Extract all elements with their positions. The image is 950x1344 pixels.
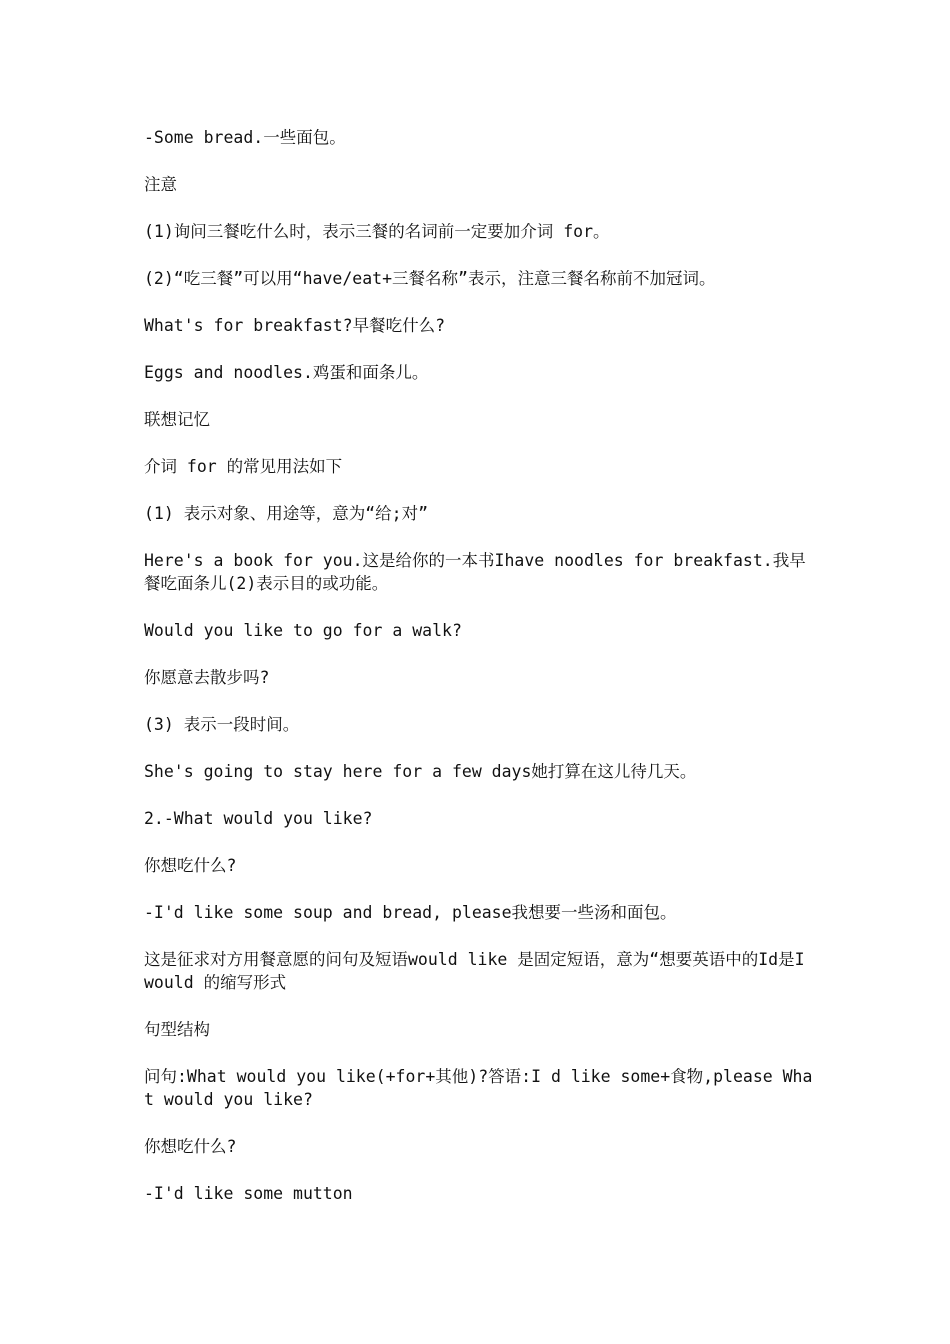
paragraph: 这是征求对方用餐意愿的问句及短语would like 是固定短语，意为“想要英语中的Id是I would 的缩写形式	[144, 950, 815, 992]
section-heading: 句型结构	[144, 1020, 210, 1039]
paragraph: 2.-What would you like?	[144, 809, 373, 828]
paragraph: (3) 表示一段时间。	[144, 715, 300, 734]
paragraph: Would you like to go for a walk?	[144, 621, 462, 640]
paragraph: (2)“吃三餐”可以用“have/eat+三餐名称”表示，注意三餐名称前不加冠词。	[144, 269, 716, 288]
section-heading: 联想记忆	[144, 410, 210, 429]
paragraph: What's for breakfast?早餐吃什么?	[144, 316, 446, 335]
paragraph: -I'd like some soup and bread, please我想要一些汤和面包。	[144, 903, 677, 922]
paragraph: 介词 for 的常见用法如下	[144, 457, 343, 476]
paragraph: -Some bread.一些面包。	[144, 128, 346, 147]
paragraph: -I'd like some mutton	[144, 1184, 353, 1203]
paragraph: 问句:What would you like(+for+其他)?答语:I d like some+食物,please What would you like?	[144, 1067, 813, 1109]
paragraph: 你愿意去散步吗?	[144, 668, 270, 687]
paragraph: (1) 表示对象、用途等，意为“给;对”	[144, 504, 429, 523]
paragraph: Eggs and noodles.鸡蛋和面条儿。	[144, 363, 429, 382]
paragraph: Here's a book for you.这是给你的一本书Ihave noodles for breakfast.我早餐吃面条儿(2)表示目的或功能。	[144, 551, 806, 593]
paragraph: 你想吃什么?	[144, 1137, 237, 1156]
paragraph: (1)询问三餐吃什么时，表示三餐的名词前一定要加介词 for。	[144, 222, 610, 241]
document-body	[144, 126, 814, 1229]
section-heading: 注意	[144, 175, 177, 194]
paragraph: 你想吃什么?	[144, 856, 237, 875]
paragraph: She's going to stay here for a few days她打算在这儿待几天。	[144, 762, 697, 781]
